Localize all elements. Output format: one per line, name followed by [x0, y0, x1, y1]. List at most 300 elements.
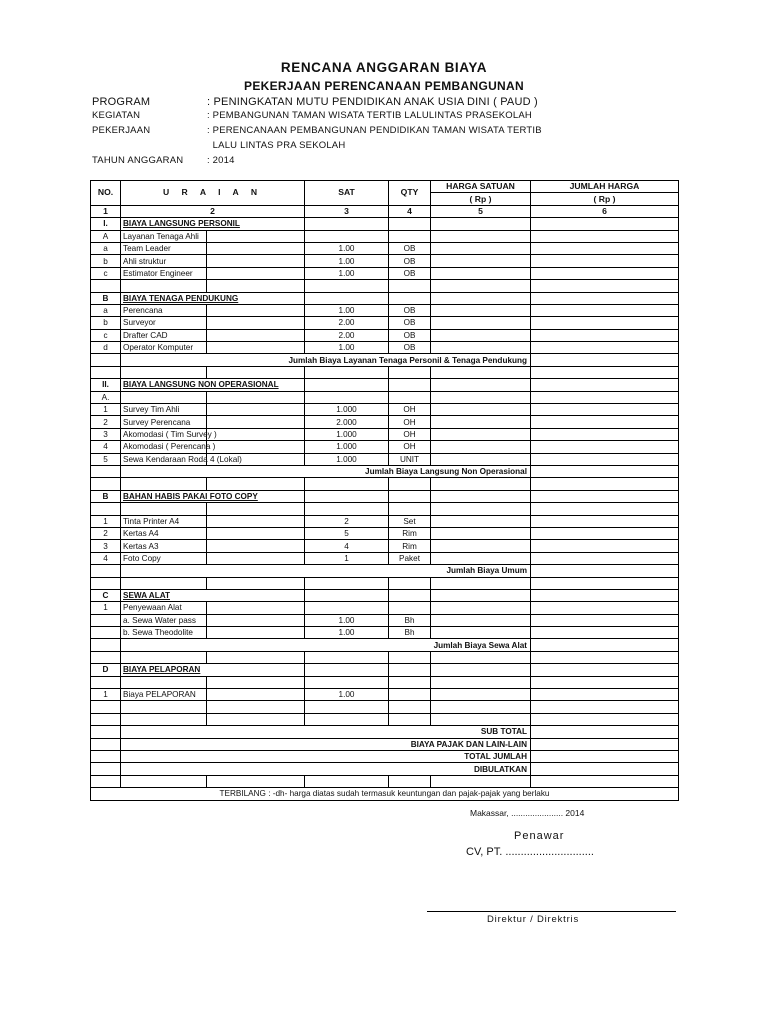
cell-desc-ext — [207, 342, 305, 354]
cell-jumlah — [531, 366, 679, 378]
cell-sat — [305, 478, 389, 490]
col-uraian-header: U R A I A N — [121, 181, 305, 206]
col-index-6: 6 — [531, 205, 679, 217]
cell-harga — [431, 552, 531, 564]
table-row — [91, 218, 679, 230]
cell-desc-ext — [207, 602, 305, 614]
table-row — [91, 453, 679, 465]
place-date: Makassar, ...................... 2014 — [470, 808, 585, 818]
cell-desc — [121, 478, 207, 490]
cell-harga — [431, 453, 531, 465]
cell-jumlah — [531, 242, 679, 254]
document-title: RENCANA ANGGARAN BIAYA — [280, 60, 488, 75]
bidder-label: Penawar — [514, 830, 565, 842]
cell-jumlah — [531, 627, 679, 639]
cell-sat: 1.00 — [305, 342, 389, 354]
cell-desc-ext — [207, 441, 305, 453]
cell-qty — [389, 589, 431, 601]
info-key: PROGRAM — [92, 96, 151, 108]
cell-sat — [305, 366, 389, 378]
cell-qty: OH — [389, 404, 431, 416]
cell-sat — [305, 602, 389, 614]
cell-desc: Tinta Printer A4 — [121, 515, 207, 527]
table-row — [91, 416, 679, 428]
cell-desc: Perencana — [121, 304, 207, 316]
cell-desc-ext — [207, 391, 305, 403]
col-index-4: 4 — [389, 205, 431, 217]
cell-jumlah — [531, 404, 679, 416]
cell-qty — [389, 230, 431, 242]
cell-no — [91, 738, 121, 750]
cell-sat — [305, 775, 389, 787]
table-row — [91, 788, 679, 800]
table-row — [91, 627, 679, 639]
table-row — [91, 404, 679, 416]
cell-desc: Ahli struktur — [121, 255, 207, 267]
cell-harga — [431, 527, 531, 539]
cell-desc — [121, 701, 207, 713]
cell-harga — [431, 304, 531, 316]
cell-sat: 1.00 — [305, 689, 389, 701]
table-row — [91, 540, 679, 552]
cell-jumlah — [531, 292, 679, 304]
col-index-3: 3 — [305, 205, 389, 217]
table-row — [91, 589, 679, 601]
cell-desc — [121, 713, 207, 725]
cell-qty — [389, 651, 431, 663]
table-row — [91, 775, 679, 787]
cell-qty: OB — [389, 342, 431, 354]
cell-harga — [431, 317, 531, 329]
cell-harga — [431, 404, 531, 416]
table-row — [91, 726, 679, 738]
cell-harga — [431, 577, 531, 589]
cell-jumlah — [531, 416, 679, 428]
table-row — [91, 230, 679, 242]
cell-desc: Layanan Tenaga Ahli — [121, 230, 207, 242]
cell-harga — [431, 280, 531, 292]
cell-desc-ext — [207, 242, 305, 254]
cell-no — [91, 775, 121, 787]
table-row — [91, 565, 679, 577]
cell-desc: Drafter CAD — [121, 329, 207, 341]
cell-harga — [431, 490, 531, 502]
cell-sat — [305, 503, 389, 515]
cell-harga — [431, 292, 531, 304]
cell-qty — [389, 503, 431, 515]
cell-qty: OB — [389, 304, 431, 316]
cell-jumlah — [531, 465, 679, 477]
cell-jumlah — [531, 329, 679, 341]
cell-sat — [305, 676, 389, 688]
cell-no — [91, 503, 121, 515]
cell-desc: Survey Perencana — [121, 416, 207, 428]
cell-harga — [431, 503, 531, 515]
signatory-title: Direktur / Direktris — [487, 914, 580, 925]
cell-jumlah — [531, 577, 679, 589]
cell-no — [91, 726, 121, 738]
cell-jumlah — [531, 342, 679, 354]
cell-qty — [389, 490, 431, 502]
cell-jumlah — [531, 428, 679, 440]
cell-desc-ext — [207, 317, 305, 329]
cell-harga — [431, 391, 531, 403]
table-row — [91, 577, 679, 589]
cell-desc-ext — [207, 527, 305, 539]
cell-desc-ext — [207, 404, 305, 416]
cell-jumlah — [531, 589, 679, 601]
cell-desc-ext — [207, 676, 305, 688]
cell-sum-label: Jumlah Biaya Layanan Tenaga Personil & Tenaga Pendukung — [121, 354, 531, 366]
cell-jumlah — [531, 763, 679, 775]
cell-no: II. — [91, 379, 121, 391]
cell-harga — [431, 242, 531, 254]
table-row — [91, 267, 679, 279]
table-row — [91, 242, 679, 254]
col-qty-header: QTY — [389, 181, 431, 206]
cell-jumlah — [531, 775, 679, 787]
cell-no: 5 — [91, 453, 121, 465]
cell-sat: 1.000 — [305, 453, 389, 465]
cell-qty: Rim — [389, 540, 431, 552]
cell-jumlah — [531, 304, 679, 316]
table-row — [91, 391, 679, 403]
cell-no — [91, 639, 121, 651]
cell-jumlah — [531, 738, 679, 750]
cell-jumlah — [531, 540, 679, 552]
cell-desc — [121, 503, 207, 515]
cell-harga — [431, 342, 531, 354]
cell-jumlah — [531, 453, 679, 465]
cell-harga — [431, 416, 531, 428]
cell-harga — [431, 515, 531, 527]
cell-jumlah — [531, 515, 679, 527]
col-index-5: 5 — [431, 205, 531, 217]
cell-desc — [121, 280, 207, 292]
cell-desc-ext — [207, 416, 305, 428]
cell-no — [91, 465, 121, 477]
cell-desc: Kertas A4 — [121, 527, 207, 539]
cell-harga — [431, 651, 531, 663]
cell-sat: 2.00 — [305, 317, 389, 329]
info-value: : PERENCANAAN PEMBANGUNAN PENDIDIKAN TAMAN WISATA TERTIB — [207, 125, 542, 136]
cell-sat: 1.00 — [305, 267, 389, 279]
cell-no — [91, 701, 121, 713]
cell-jumlah — [531, 664, 679, 676]
cell-jumlah — [531, 651, 679, 663]
table-row — [91, 329, 679, 341]
cell-sat: 1 — [305, 552, 389, 564]
table-row — [91, 651, 679, 663]
cell-desc-ext — [207, 478, 305, 490]
table-row — [91, 255, 679, 267]
cell-desc-ext — [207, 701, 305, 713]
cell-desc — [121, 391, 207, 403]
cell-harga — [431, 589, 531, 601]
cell-harga — [431, 441, 531, 453]
cell-desc-ext — [207, 577, 305, 589]
cell-qty: Bh — [389, 614, 431, 626]
cell-qty: OH — [389, 428, 431, 440]
cell-no: D — [91, 664, 121, 676]
cell-no: C — [91, 589, 121, 601]
cell-jumlah — [531, 354, 679, 366]
cell-qty — [389, 379, 431, 391]
cell-desc: Survey Tim Ahli — [121, 404, 207, 416]
cell-harga — [431, 267, 531, 279]
cell-jumlah — [531, 441, 679, 453]
cell-harga — [431, 775, 531, 787]
cell-desc-ext — [207, 689, 305, 701]
cell-no: c — [91, 267, 121, 279]
cell-sat — [305, 589, 389, 601]
table-row — [91, 713, 679, 725]
cell-jumlah — [531, 701, 679, 713]
cell-desc: BIAYA LANGSUNG NON OPERASIONAL — [121, 379, 305, 391]
table-row — [91, 428, 679, 440]
cell-no: B — [91, 292, 121, 304]
cell-desc: Kertas A3 — [121, 540, 207, 552]
cell-harga — [431, 676, 531, 688]
table-row — [91, 701, 679, 713]
cell-no: a — [91, 304, 121, 316]
cell-qty: OB — [389, 242, 431, 254]
cell-no: 4 — [91, 552, 121, 564]
cell-no: 4 — [91, 441, 121, 453]
table-row — [91, 750, 679, 762]
cell-qty: Rim — [389, 527, 431, 539]
cell-harga — [431, 478, 531, 490]
col-sat-header: SAT — [305, 181, 389, 206]
cell-no — [91, 713, 121, 725]
cell-harga — [431, 689, 531, 701]
cell-desc: Team Leader — [121, 242, 207, 254]
cell-desc: Sewa Kendaraan Roda 4 (Lokal) — [121, 453, 207, 465]
cell-sat — [305, 664, 389, 676]
cell-harga — [431, 602, 531, 614]
cell-sat — [305, 379, 389, 391]
column-index-row — [91, 205, 679, 217]
cell-jumlah — [531, 391, 679, 403]
cell-desc-ext — [207, 651, 305, 663]
cell-qty — [389, 478, 431, 490]
cell-sat: 1.00 — [305, 304, 389, 316]
cell-qty — [389, 366, 431, 378]
table-row — [91, 664, 679, 676]
cell-qty — [389, 701, 431, 713]
cell-qty: OB — [389, 255, 431, 267]
cell-no — [91, 366, 121, 378]
cell-sat — [305, 292, 389, 304]
cell-qty: Bh — [389, 627, 431, 639]
cell-desc: Estimator Engineer — [121, 267, 207, 279]
header-row — [91, 181, 679, 193]
table-row — [91, 515, 679, 527]
cell-no — [91, 651, 121, 663]
cell-sat: 2 — [305, 515, 389, 527]
cell-sat — [305, 701, 389, 713]
budget-table — [90, 180, 679, 801]
cell-sat: 1.000 — [305, 404, 389, 416]
cell-no: 2 — [91, 527, 121, 539]
cell-desc-ext — [207, 329, 305, 341]
cell-desc-ext — [207, 540, 305, 552]
table-row — [91, 689, 679, 701]
cell-qty — [389, 391, 431, 403]
cell-desc-ext — [207, 428, 305, 440]
cell-jumlah — [531, 602, 679, 614]
cell-jumlah — [531, 267, 679, 279]
col-index-2: 2 — [121, 205, 305, 217]
cell-desc-ext — [207, 503, 305, 515]
terbilang-note: TERBILANG : -dh- harga diatas sudah termasuk keuntungan dan pajak-pajak yang berlaku — [91, 788, 679, 800]
cell-desc: Akomodasi ( Tim Survey ) — [121, 428, 207, 440]
cell-no: 3 — [91, 428, 121, 440]
cell-harga — [431, 230, 531, 242]
cell-desc-ext — [207, 713, 305, 725]
cell-no: 3 — [91, 540, 121, 552]
cell-desc-ext — [207, 230, 305, 242]
cell-no — [91, 478, 121, 490]
cell-jumlah — [531, 230, 679, 242]
table-row — [91, 490, 679, 502]
cell-desc-ext — [207, 304, 305, 316]
table-row — [91, 738, 679, 750]
cell-no: 1 — [91, 602, 121, 614]
cell-sat — [305, 218, 389, 230]
cell-sat: 1.000 — [305, 428, 389, 440]
cell-no: 1 — [91, 689, 121, 701]
cell-sat: 1.00 — [305, 255, 389, 267]
cell-no: b — [91, 317, 121, 329]
cell-desc — [121, 676, 207, 688]
cell-no: A — [91, 230, 121, 242]
cell-desc: Foto Copy — [121, 552, 207, 564]
cell-qty: OH — [389, 441, 431, 453]
cell-jumlah — [531, 218, 679, 230]
cell-jumlah — [531, 676, 679, 688]
cell-desc: Akomodasi ( Perencana ) — [121, 441, 207, 453]
cell-desc-ext — [207, 255, 305, 267]
cell-total-label: DIBULATKAN — [121, 763, 531, 775]
info-value: LALU LINTAS PRA SEKOLAH — [207, 140, 346, 151]
cell-sat: 2.000 — [305, 416, 389, 428]
cell-desc — [121, 366, 207, 378]
cell-jumlah — [531, 689, 679, 701]
col-harga-unit: ( Rp ) — [431, 193, 531, 205]
table-row — [91, 317, 679, 329]
cell-desc: a. Sewa Water pass — [121, 614, 207, 626]
table-row — [91, 292, 679, 304]
table-row — [91, 602, 679, 614]
signature-line — [427, 911, 676, 912]
cell-desc: b. Sewa Theodolite — [121, 627, 207, 639]
info-value: : PENINGKATAN MUTU PENDIDIKAN ANAK USIA DINI ( PAUD ) — [207, 96, 538, 108]
table-row — [91, 379, 679, 391]
cell-qty — [389, 602, 431, 614]
table-row — [91, 366, 679, 378]
cell-no — [91, 676, 121, 688]
cell-desc-ext — [207, 627, 305, 639]
col-index-1: 1 — [91, 205, 121, 217]
cell-desc-ext — [207, 775, 305, 787]
cell-desc — [121, 577, 207, 589]
table-row — [91, 280, 679, 292]
cell-qty: OB — [389, 317, 431, 329]
cell-harga — [431, 379, 531, 391]
cell-harga — [431, 255, 531, 267]
cell-sum-label: Jumlah Biaya Umum — [121, 565, 531, 577]
cell-no: 1 — [91, 404, 121, 416]
cell-desc: Operator Komputer — [121, 342, 207, 354]
cell-sat: 4 — [305, 540, 389, 552]
col-harga-header: HARGA SATUAN — [431, 181, 531, 193]
cell-jumlah — [531, 255, 679, 267]
cell-jumlah — [531, 490, 679, 502]
cell-sat — [305, 230, 389, 242]
table-row — [91, 304, 679, 316]
cell-no — [91, 750, 121, 762]
cell-qty — [389, 775, 431, 787]
cell-desc-ext — [207, 366, 305, 378]
cell-no: B — [91, 490, 121, 502]
table-row — [91, 441, 679, 453]
cell-harga — [431, 329, 531, 341]
table-row — [91, 465, 679, 477]
cell-jumlah — [531, 280, 679, 292]
cell-qty — [389, 218, 431, 230]
cell-jumlah — [531, 565, 679, 577]
cell-sat — [305, 577, 389, 589]
cell-no: a — [91, 242, 121, 254]
cell-desc — [121, 775, 207, 787]
cell-jumlah — [531, 713, 679, 725]
cell-no: A. — [91, 391, 121, 403]
cell-no — [91, 565, 121, 577]
cell-desc: Surveyor — [121, 317, 207, 329]
cell-no: b — [91, 255, 121, 267]
table-row — [91, 342, 679, 354]
cell-qty: OB — [389, 267, 431, 279]
cell-no — [91, 354, 121, 366]
table-row — [91, 763, 679, 775]
cell-sat: 1.000 — [305, 441, 389, 453]
table-row — [91, 478, 679, 490]
table-row — [91, 676, 679, 688]
cell-jumlah — [531, 750, 679, 762]
cell-qty: OH — [389, 416, 431, 428]
company-name: CV, PT. ............................. — [466, 846, 594, 858]
cell-qty: Set — [389, 515, 431, 527]
cell-sat: 2.00 — [305, 329, 389, 341]
cell-qty: Paket — [389, 552, 431, 564]
cell-qty: OB — [389, 329, 431, 341]
cell-sat — [305, 391, 389, 403]
table-row — [91, 552, 679, 564]
cell-qty — [389, 713, 431, 725]
cell-qty — [389, 292, 431, 304]
document-subtitle: PEKERJAAN PERENCANAAN PEMBANGUNAN — [244, 79, 524, 93]
cell-desc — [121, 651, 207, 663]
cell-no — [91, 280, 121, 292]
cell-desc: SEWA ALAT — [121, 589, 305, 601]
cell-no: 1 — [91, 515, 121, 527]
cell-desc-ext — [207, 267, 305, 279]
cell-jumlah — [531, 503, 679, 515]
cell-total-label: BIAYA PAJAK DAN LAIN-LAIN — [121, 738, 531, 750]
cell-sat — [305, 651, 389, 663]
cell-desc: BAHAN HABIS PAKAI FOTO COPY — [121, 490, 305, 502]
